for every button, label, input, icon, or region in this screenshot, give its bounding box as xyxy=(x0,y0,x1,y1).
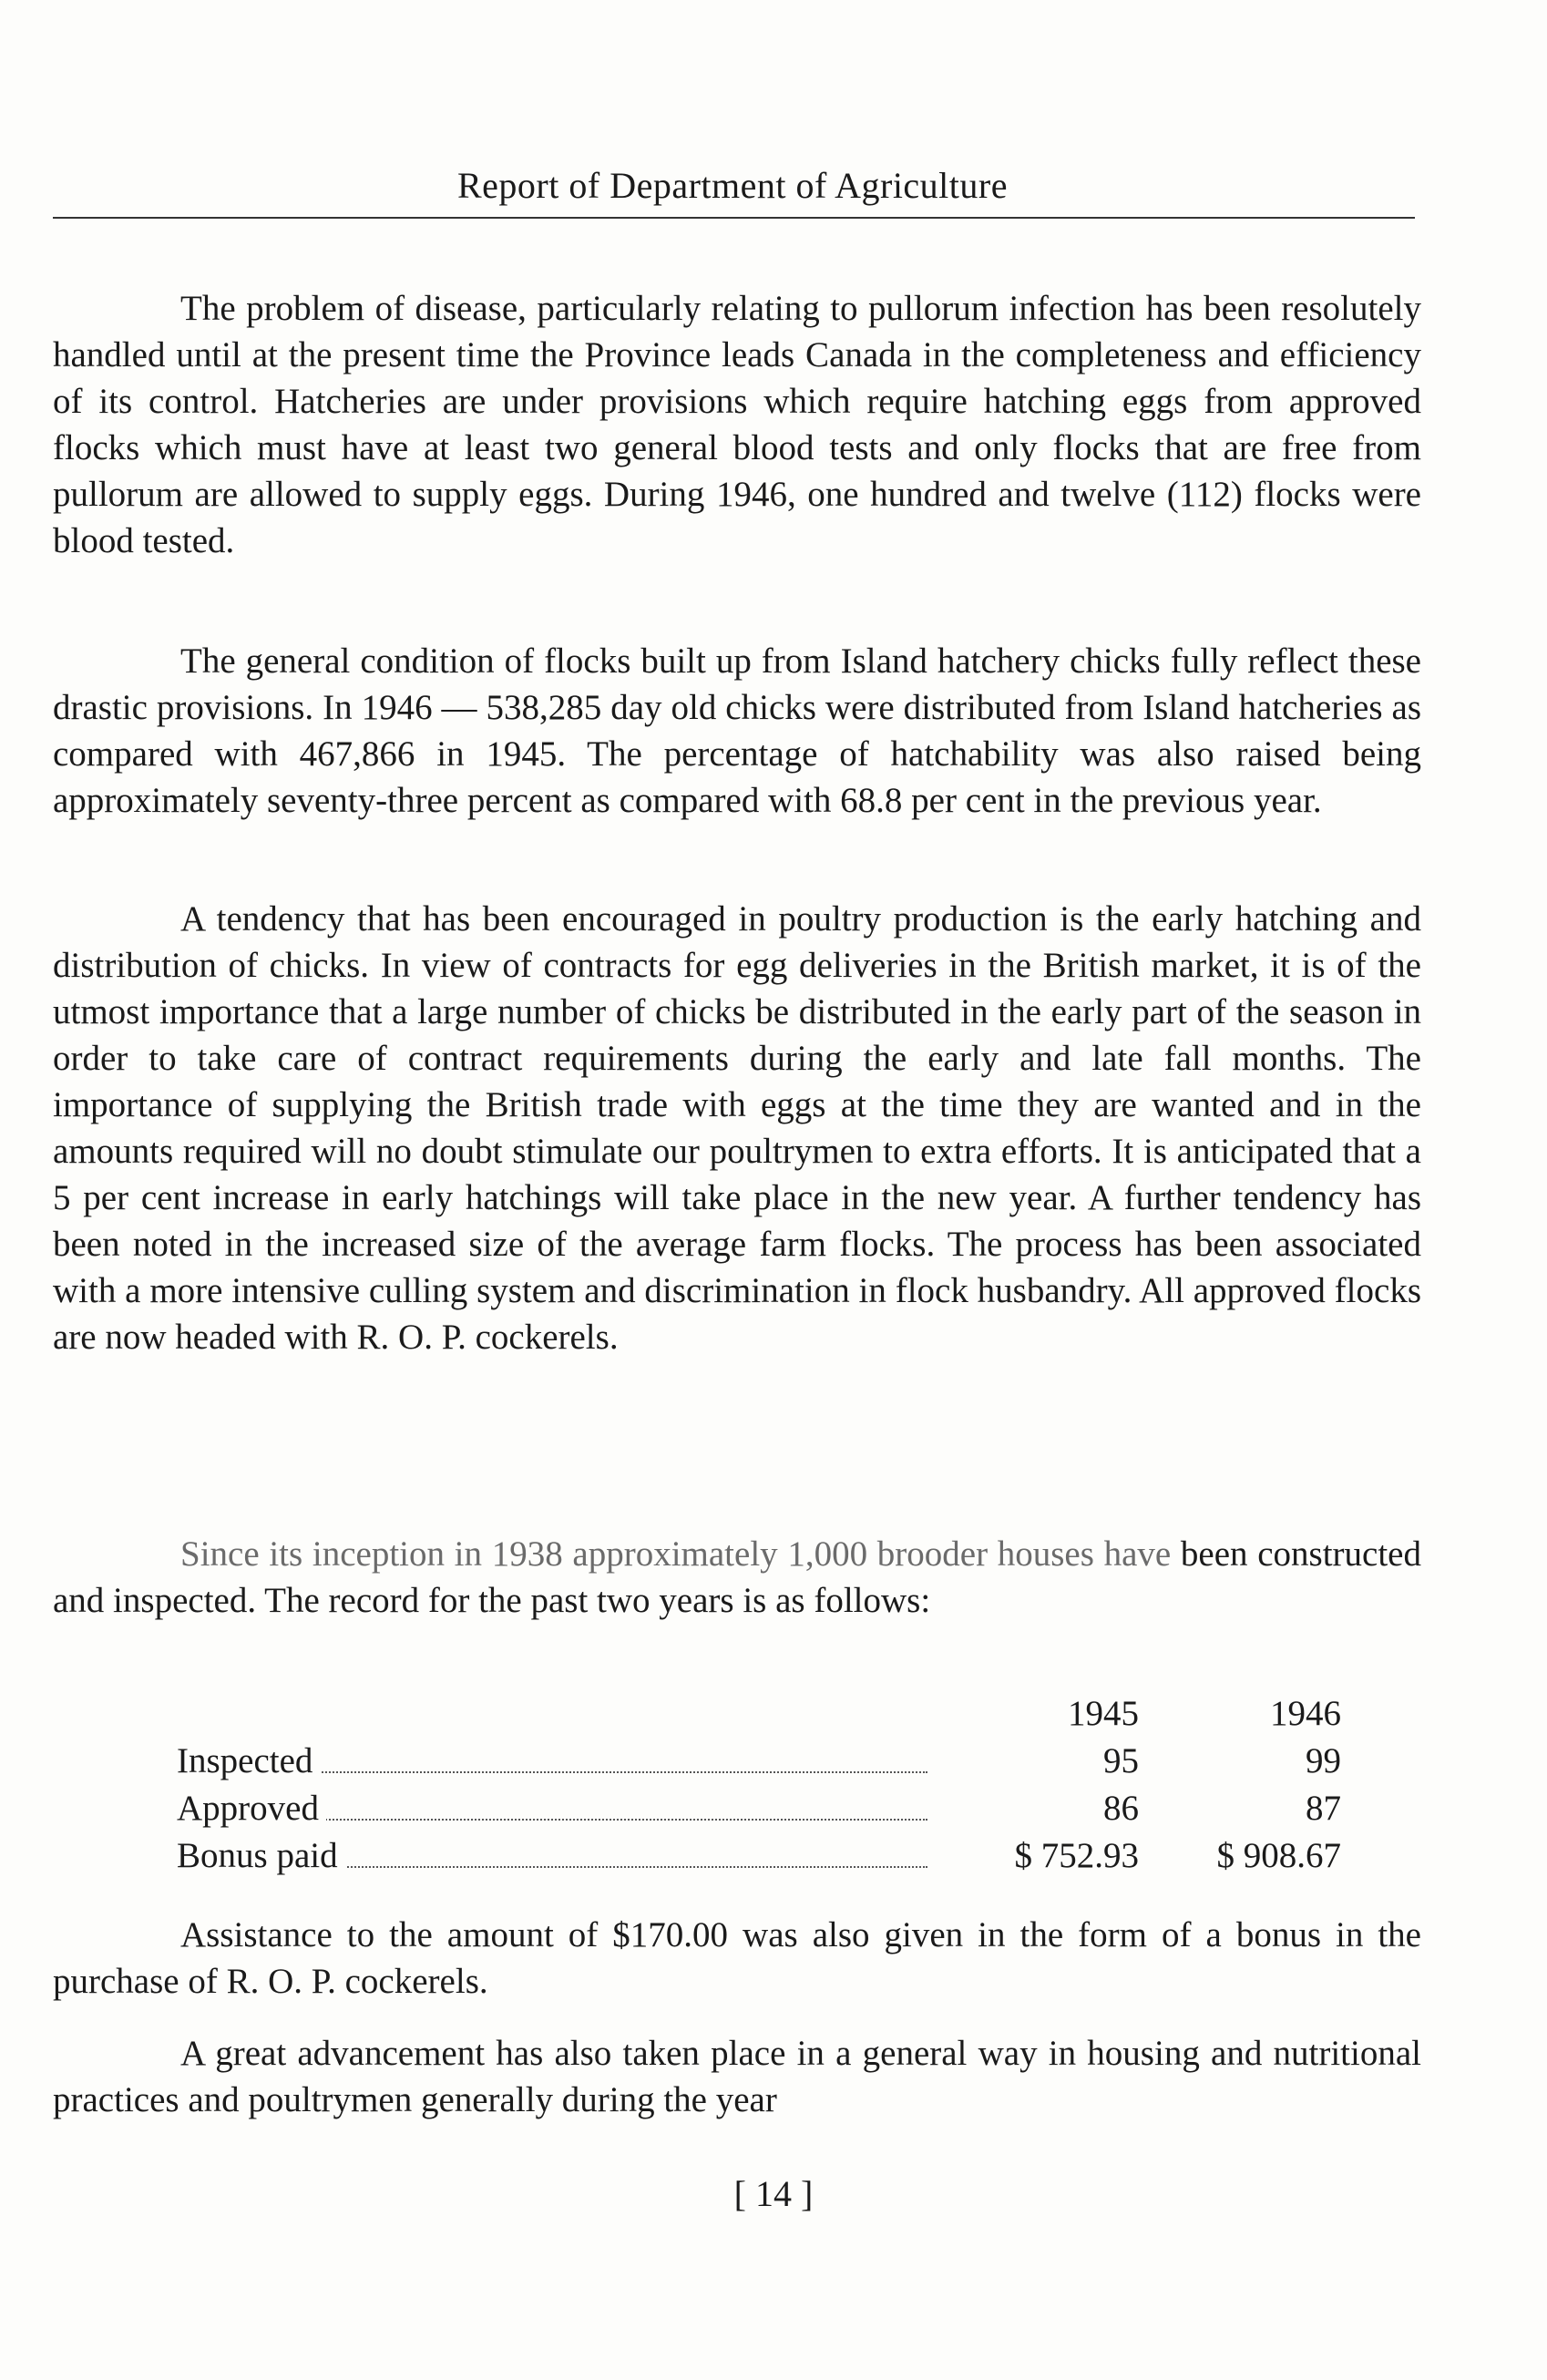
page-header-title: Report of Department of Agriculture xyxy=(457,165,1008,206)
value-1946: 99 xyxy=(1306,1741,1341,1780)
column-header-1946: 1946 xyxy=(1270,1694,1341,1733)
paragraph-text: A tendency that has been encouraged in poultry production is the early hatching and distribution of chicks. In view of contracts for egg deliveries in the British market, it is of the utmost importance that a large number of chicks be distributed in the early part of the season in order to take care of contract requirements during the early and late fall months. The importance of supplying the British trade with eggs at the time they are wanted and in the amounts required will no doubt stimulate our poultrymen to extra efforts. It is anticipated that a 5 per cent increase in early hatchings will take place in the new year. A further tendency has been noted in the increased size of the average farm flocks. The process has been associated with a more intensive culling system and discrimination in flock husbandry. All approved flocks are now headed with R. O. P. cockerels. xyxy=(53,899,1421,1357)
value-1946: 87 xyxy=(1306,1789,1341,1828)
table-row xyxy=(53,1740,1421,1788)
page-number: [ 14 ] xyxy=(733,2173,814,2214)
paragraph-flock-condition xyxy=(53,638,1421,848)
paragraph-text: The general condition of flocks built up from Island hatchery chicks fully reflect these drastic provisions. In 1946 — 538,285 day old chicks were distributed from Island hatcheries as compared with 467,866 in 1945. The percentage of hatchability was also raised being approximately seventy-three percent as compared with 68.8 per cent in the previous year. xyxy=(53,641,1421,820)
paragraph-text xyxy=(53,1531,1421,1624)
header-rule xyxy=(53,217,1415,219)
table-row xyxy=(53,1788,1421,1835)
faint-text: Since its inception in 1938 approximately 1,000 brooder houses have xyxy=(180,1534,1172,1574)
paragraph-continuation: been constructed and inspected. The record for the past two years is as follows: xyxy=(53,1534,1421,1620)
paragraph-brooder-houses xyxy=(53,1531,1421,1648)
row-label: Bonus paid xyxy=(177,1835,345,1876)
value-1945: 95 xyxy=(1103,1741,1139,1780)
value-1945: 86 xyxy=(1103,1789,1139,1828)
paragraph-text: Assistance to the amount of $170.00 was also given in the form of a bonus in the purchase of R. O. P. cockerels. xyxy=(53,1915,1421,2001)
paragraph-assistance xyxy=(53,1912,1421,2029)
paragraph-advancement xyxy=(53,2030,1421,2148)
paragraph-early-hatching xyxy=(53,896,1421,1385)
paragraph-text: A great advancement has also taken place in a general way in housing and nutritional practices and poultrymen generally during the year xyxy=(53,2034,1421,2119)
row-label: Approved xyxy=(177,1788,326,1829)
row-label: Inspected xyxy=(177,1740,320,1781)
paragraph-text: The problem of disease, particularly relating to pullorum infection has been resolutely handled until at the present time the Province leads Canada in the completeness and efficiency of its control. Hatcheries are under provisions which require hatching eggs from approved flocks which must have at least two general blood tests and only flocks that are free from pullorum are allowed to supply eggs. During 1946, one hundred and twelve (112) flocks were blood tested. xyxy=(53,289,1421,560)
table-row xyxy=(53,1835,1421,1882)
value-1946: $ 908.67 xyxy=(1216,1836,1341,1875)
value-1945: $ 752.93 xyxy=(1014,1836,1139,1875)
paragraph-disease-control xyxy=(53,285,1421,589)
brooder-houses-table xyxy=(53,1693,1421,1882)
table-header-row xyxy=(53,1693,1421,1740)
column-header-1945: 1945 xyxy=(1068,1694,1139,1733)
